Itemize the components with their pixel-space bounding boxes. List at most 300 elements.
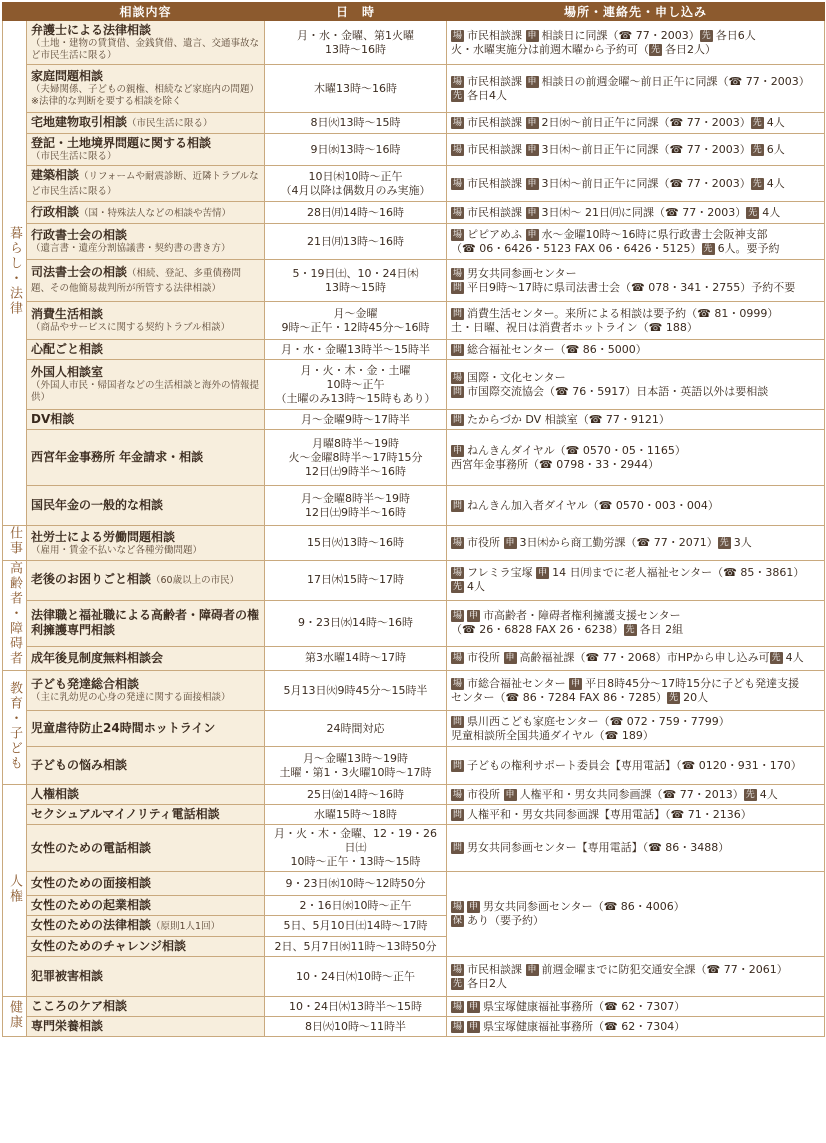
consultation-title: 犯罪被害相談 — [31, 969, 104, 983]
consultation-name — [27, 1017, 265, 1037]
badge-icon: 場 — [453, 372, 463, 383]
consultation-name — [27, 430, 265, 486]
datetime-line: 土曜・第1・3火曜10時〜17時 — [279, 765, 432, 779]
badge-icon: 先 — [752, 144, 762, 155]
table-row — [3, 711, 825, 747]
consultation-datetime — [265, 340, 447, 360]
place-text: 市役所 — [467, 536, 504, 549]
place-text: 男女共同参画センター（☎ 86・4006） — [483, 900, 685, 913]
badge-icon: 申 — [527, 144, 537, 155]
badge-icon: 先 — [745, 789, 755, 800]
consultation-name — [27, 486, 265, 526]
badge-icon: 場 — [453, 611, 463, 622]
datetime-line: 13時〜15時 — [325, 280, 386, 294]
table-row — [3, 957, 825, 997]
consultation-datetime — [265, 671, 447, 711]
datetime-line: 24時間対応 — [326, 721, 385, 735]
header-name: 相談内容 — [27, 3, 265, 21]
place-text: 各日 2組 — [639, 623, 684, 637]
place-text: 市高齢者・障碍者権利擁護支援センター — [483, 609, 681, 623]
consultation-place — [447, 202, 825, 224]
category-text: 高齢者・障碍者 — [7, 561, 22, 666]
consultation-place — [447, 600, 825, 646]
consultation-inline-note: （市民生活に限る） — [127, 118, 213, 129]
place-line — [451, 808, 820, 822]
badge-icon: 場 — [453, 964, 463, 975]
consultation-datetime — [265, 21, 447, 65]
consultation-datetime — [265, 747, 447, 785]
place-text: 県宝塚健康福祉事務所（☎ 62・7307） — [483, 999, 686, 1013]
consultation-name — [27, 302, 265, 340]
consultation-datetime — [265, 65, 447, 113]
datetime-line: 2・16日㈬10時〜正午 — [299, 898, 412, 912]
header-date: 日 時 — [265, 3, 447, 21]
consultation-place — [447, 430, 825, 486]
datetime-line: 月・水・金曜13時半〜15時半 — [281, 342, 430, 356]
consultation-name — [27, 561, 265, 601]
place-text: 人権平和・男女共同参画課（☎ 77・2013） — [519, 787, 744, 801]
consultation-title: 西宮年金事務所 年金請求・相談 — [31, 450, 204, 464]
consultation-title: 行政相談 — [31, 204, 80, 219]
consultation-place — [447, 526, 825, 561]
badge-icon: 先 — [669, 692, 679, 703]
badge-icon: 問 — [453, 386, 463, 397]
table-row — [3, 1017, 825, 1037]
place-text: 4人 — [759, 787, 778, 801]
consultation-title: 子どもの悩み相談 — [31, 758, 128, 772]
place-text: 各日4人 — [467, 88, 508, 102]
place-line — [451, 267, 820, 281]
place-text: 3日㈭〜前日正午に同課（☎ 77・2003） — [541, 176, 751, 190]
consultation-name — [27, 600, 265, 646]
place-line — [451, 177, 820, 191]
datetime-line: 月・火・木・金曜、12・19・26日㈯ — [274, 827, 437, 854]
table-row — [3, 134, 825, 166]
table-row — [3, 21, 825, 65]
datetime-line: 5日、5月10日㈯14時〜17時 — [283, 919, 428, 932]
badge-icon: 問 — [453, 282, 463, 293]
consultation-title: セクシュアルマイノリティ電話相談 — [31, 807, 220, 821]
consultation-note: （雇用・賃金不払いなど各種労働問題） — [31, 544, 203, 556]
place-text: 平日9時〜17時に県司法書士会（☎ 078・341・2755）予約不要 — [467, 280, 796, 294]
badge-icon: 申 — [469, 1001, 479, 1012]
badge-icon: 場 — [453, 118, 463, 128]
consultation-title: 児童虐待防止24時間ホットライン — [31, 721, 216, 735]
consultation-datetime — [265, 202, 447, 224]
datetime-line: 8日㈫13時〜15時 — [310, 116, 401, 129]
badge-icon: 場 — [453, 902, 463, 912]
badge-icon: 問 — [453, 500, 463, 511]
consultation-place — [447, 957, 825, 997]
consultation-title: 行政書士会の相談 — [31, 228, 128, 242]
place-line — [451, 143, 820, 157]
badge-icon: 申 — [527, 30, 537, 41]
place-text: 国際・文化センター — [467, 370, 566, 384]
place-text: センター（☎ 86・7284 FAX 86・7285） — [451, 690, 668, 704]
place-text: 消費生活センター。来所による相談は要予約（☎ 81・0999） — [467, 306, 779, 320]
place-line — [451, 715, 820, 729]
badge-icon: 申 — [571, 678, 581, 689]
category-text: 暮らし・法律 — [7, 226, 22, 316]
datetime-line: 13時〜16時 — [325, 42, 386, 56]
consultation-place — [447, 224, 825, 260]
datetime-line: 10時〜正午 — [326, 377, 385, 391]
place-line — [451, 89, 820, 103]
badge-icon: 先 — [719, 538, 729, 548]
consultation-name — [27, 113, 265, 134]
consultation-name — [27, 671, 265, 711]
datetime-line: 月〜金曜 — [333, 306, 378, 320]
consultation-datetime — [265, 166, 447, 202]
place-line — [451, 321, 820, 335]
consultation-name — [27, 360, 265, 410]
consultation-datetime — [265, 486, 447, 526]
place-text: 各日2人） — [665, 42, 717, 56]
badge-icon: 先 — [453, 582, 463, 593]
table-row — [3, 340, 825, 360]
place-text: 4人 — [467, 580, 486, 594]
consultation-name — [27, 224, 265, 260]
place-text: 児童相談所全国共通ダイヤル（☎ 189） — [451, 728, 654, 742]
header-cat — [3, 3, 27, 21]
datetime-line: 10日㈭10時〜正午 — [308, 169, 403, 183]
consultation-title: 成年後見制度無料相談会 — [31, 650, 164, 665]
consultation-name — [27, 785, 265, 805]
place-text: 市民相談課 — [467, 74, 526, 88]
consultation-title: 女性のための法律相談 — [31, 918, 152, 932]
place-text: 4人 — [766, 176, 785, 190]
datetime-line: 月・火・木・金・土曜 — [300, 363, 411, 377]
consultation-place — [447, 260, 825, 302]
place-text: 市民相談課 — [467, 142, 526, 156]
place-line — [451, 116, 820, 130]
badge-icon: 場 — [453, 1021, 463, 1032]
place-line — [451, 307, 820, 321]
datetime-line: 月〜金曜8時半〜19時 — [301, 491, 410, 505]
table-row — [3, 646, 825, 670]
consultation-name — [27, 260, 265, 302]
place-text: たからづか DV 相談室（☎ 77・9121） — [467, 412, 670, 426]
consultation-note: （商品やサービスに関する契約トラブル相談） — [31, 322, 231, 333]
datetime-line: 木曜13時〜16時 — [314, 81, 397, 95]
place-text: 4人 — [766, 116, 785, 129]
consultation-place — [447, 65, 825, 113]
consultation-note: （外国人市民・帰国者などの生活相談と海外の情報提供） — [31, 380, 260, 403]
datetime-line: 9・23日㈬10時〜12時50分 — [285, 876, 426, 890]
place-line — [451, 729, 820, 743]
consultation-note: （遺言書・遺産分割協議書・契約書の書き方） — [31, 243, 231, 254]
consultation-datetime — [265, 785, 447, 805]
table-row — [3, 872, 825, 896]
consultation-name — [27, 805, 265, 825]
table-row — [3, 561, 825, 601]
badge-icon: 場 — [453, 568, 463, 579]
category-label — [3, 671, 27, 785]
badge-icon: 申 — [505, 789, 515, 800]
consultation-name — [27, 340, 265, 360]
datetime-line: 月・水・金曜、第1火曜 — [297, 28, 414, 42]
place-text: 2日㈬〜前日正午に同課（☎ 77・2003） — [541, 116, 751, 129]
place-line — [451, 900, 820, 914]
consultation-name — [27, 825, 265, 872]
table-row — [3, 430, 825, 486]
datetime-line: 21日㈪13時〜16時 — [307, 234, 404, 248]
place-text: 男女共同参画センター — [467, 266, 577, 280]
place-text: 3日㈭〜前日正午に同課（☎ 77・2003） — [541, 142, 751, 156]
place-line — [451, 788, 820, 802]
badge-icon: 先 — [703, 243, 713, 254]
consultation-title: 外国人相談室 — [31, 365, 104, 379]
consultation-inline-note: （リフォームや耐震診断、近隣トラブルなど市民生活に限る） — [31, 171, 259, 197]
consultation-note: （夫婦関係、子どもの親権、相続など家庭内の問題）※法律的な判断を要する相談を除く — [31, 84, 260, 107]
place-text: 県川西こども家庭センター（☎ 072・759・7799） — [467, 714, 730, 728]
consultation-datetime — [265, 224, 447, 260]
place-text: 市総合福祉センター — [467, 676, 570, 690]
place-line — [451, 242, 820, 256]
badge-icon: 問 — [453, 308, 463, 319]
badge-icon: 申 — [527, 207, 537, 218]
place-line — [451, 75, 820, 89]
datetime-line: 10時〜正午・13時〜15時 — [290, 855, 421, 868]
place-text: 前週金曜までに防犯交通安全課（☎ 77・2061） — [541, 962, 788, 976]
datetime-line: 月〜金曜9時〜17時半 — [301, 412, 410, 426]
consultation-datetime — [265, 113, 447, 134]
header-place: 場所・連絡先・申し込み — [447, 3, 825, 21]
place-text: 6人 — [766, 142, 785, 156]
datetime-line: 17日㈭15時〜17時 — [307, 573, 404, 587]
consultation-place — [447, 134, 825, 166]
place-line — [451, 841, 820, 855]
place-text: 火・水曜実施分は前週木曜から予約可（ — [451, 42, 649, 56]
consultation-place — [447, 747, 825, 785]
consultation-datetime — [265, 957, 447, 997]
category-label — [3, 785, 27, 997]
table-row — [3, 65, 825, 113]
place-text: 高齢福祉課（☎ 77・2068）市HPから申し込み可 — [519, 651, 770, 665]
place-text: 市国際交流協会（☎ 76・5917）日本語・英語以外は要相談 — [467, 384, 769, 398]
badge-icon: 申 — [527, 118, 537, 128]
badge-icon: 先 — [453, 90, 463, 101]
consultation-place — [447, 561, 825, 601]
datetime-line: 9・23日㈬14時〜16時 — [298, 616, 413, 630]
consultation-title: 女性のためのチャレンジ相談 — [31, 939, 187, 953]
badge-icon: 先 — [752, 178, 762, 189]
category-label — [3, 526, 27, 561]
place-text: 水〜金曜10時〜16時に県行政書士会阪神支部 — [541, 227, 768, 241]
badge-icon: 申 — [469, 611, 479, 622]
place-text: 相談日に同課（☎ 77・2003） — [541, 28, 700, 42]
place-text: （☎ 06・6426・5123 FAX 06・6426・5125） — [451, 241, 702, 255]
datetime-line: 月〜金曜13時〜19時 — [303, 751, 408, 765]
consultation-title: 女性のための起業相談 — [31, 898, 152, 912]
badge-icon: 申 — [505, 538, 515, 548]
datetime-line: 9時〜正午・12時45分〜16時 — [281, 320, 430, 334]
consultation-inline-note: （60歳以上の市民） — [151, 575, 240, 587]
datetime-line: 10・24日㈭10時〜正午 — [296, 969, 415, 983]
badge-icon: 申 — [527, 178, 537, 189]
place-text: 市民相談課 — [467, 28, 526, 42]
place-text: 4人 — [785, 651, 804, 665]
badge-icon: 申 — [527, 229, 537, 240]
place-text: ピピアめふ — [467, 227, 526, 241]
badge-icon: 場 — [453, 1001, 463, 1012]
place-line — [451, 566, 820, 594]
consultation-place — [447, 671, 825, 711]
consultation-inline-note: （相続、登記、多重債務問題、その他簡易裁判所が所管する法律相談） — [31, 268, 242, 294]
place-text: 各日2人 — [467, 976, 508, 990]
consultation-title: DV相談 — [31, 412, 75, 426]
consultation-title: 国民年金の一般的な相談 — [31, 498, 164, 512]
consultation-title: 老後のお困りごと相談 — [31, 572, 152, 587]
consultation-title: 女性のための電話相談 — [31, 840, 152, 855]
consultation-datetime — [265, 600, 447, 646]
place-text: 西宮年金事務所（☎ 0798・33・2944） — [451, 457, 660, 471]
place-text: 各日6人 — [715, 28, 756, 42]
place-line — [451, 536, 820, 550]
datetime-line: 12日㈯9時半〜16時 — [305, 464, 406, 478]
place-text: 6人。要予約 — [717, 241, 780, 255]
datetime-line: 8日㈫10時〜11時半 — [305, 1019, 406, 1033]
consultation-place — [447, 1017, 825, 1037]
place-text: 県宝塚健康福祉事務所（☎ 62・7304） — [483, 1019, 686, 1033]
badge-icon: 場 — [453, 229, 463, 240]
place-text: 市民相談課 — [467, 962, 526, 976]
consultation-place — [447, 646, 825, 670]
consultation-name — [27, 65, 265, 113]
category-text: 健康 — [7, 999, 22, 1030]
table-header — [3, 3, 825, 21]
consultation-inline-note: （原則1人1回） — [151, 921, 221, 932]
table-row — [3, 224, 825, 260]
place-text: 平日8時45分〜17時15分に子ども発達支援 — [585, 676, 800, 690]
badge-icon: 場 — [453, 653, 463, 664]
place-text: 14 日㈪までに老人福祉センター（☎ 85・3861） — [552, 566, 805, 580]
badge-icon: 場 — [453, 538, 463, 548]
consultation-title: 登記・土地境界問題に関する相談 — [31, 136, 212, 150]
place-text: 子どもの権利サポート委員会【専用電話】（☎ 0120・931・170） — [467, 758, 802, 772]
datetime-line: 15日㈫13時〜16時 — [307, 536, 404, 549]
consultation-place — [447, 785, 825, 805]
badge-icon: 問 — [453, 344, 463, 355]
consultation-datetime — [265, 360, 447, 410]
consultation-name — [27, 646, 265, 670]
badge-icon: 先 — [651, 44, 661, 55]
consultation-name — [27, 166, 265, 202]
place-line — [451, 458, 820, 472]
badge-icon: 先 — [625, 625, 635, 636]
badge-icon: 場 — [453, 789, 463, 800]
consultation-datetime — [265, 916, 447, 937]
datetime-line: 12日㈯9時半〜16時 — [305, 505, 406, 519]
consultation-note: （土地・建物の賃貸借、金銭貸借、遺言、交通事故など市民生活に限る） — [31, 38, 260, 61]
place-line — [451, 206, 820, 220]
datetime-line: （土曜のみ13時〜15時もあり） — [275, 391, 436, 405]
consultation-datetime — [265, 896, 447, 916]
consultation-place — [447, 711, 825, 747]
consultation-place — [447, 340, 825, 360]
place-line — [451, 623, 820, 637]
consultation-title: 女性のための面接相談 — [31, 876, 152, 890]
table-row — [3, 747, 825, 785]
place-text: 3日㈭から商工勤労課（☎ 77・2071） — [519, 536, 718, 549]
badge-icon: 申 — [505, 653, 515, 664]
badge-icon: 先 — [771, 653, 781, 664]
place-line — [451, 343, 820, 357]
consultation-title: 宅地建物取引相談 — [31, 115, 128, 129]
place-text: 市民相談課 — [467, 176, 526, 190]
badge-icon: 問 — [453, 716, 463, 727]
table-body — [3, 21, 825, 1037]
place-line — [451, 651, 820, 665]
category-label — [3, 997, 27, 1037]
table-row — [3, 486, 825, 526]
badge-icon: 先 — [752, 118, 762, 128]
consultation-inline-note: （国・特殊法人などの相談や苦情） — [79, 207, 232, 219]
datetime-line: 28日㈪14時〜16時 — [307, 205, 404, 219]
badge-icon: 申 — [527, 76, 537, 87]
table-row — [3, 113, 825, 134]
consultation-place — [447, 21, 825, 65]
table-row — [3, 260, 825, 302]
place-text: 相談日の前週金曜〜前日正午に同課（☎ 77・2003） — [541, 74, 810, 88]
consultation-place — [447, 360, 825, 410]
place-line — [451, 914, 820, 928]
consultation-datetime — [265, 825, 447, 872]
datetime-line: 5・19日㈯、10・24日㈭ — [292, 266, 419, 280]
badge-icon: 場 — [453, 178, 463, 189]
consultation-datetime — [265, 430, 447, 486]
table-row — [3, 360, 825, 410]
consultation-place — [447, 872, 825, 957]
place-line — [451, 963, 820, 977]
consultation-name — [27, 997, 265, 1017]
badge-icon: 場 — [453, 30, 463, 41]
category-text: 人権 — [7, 873, 22, 904]
consultation-name — [27, 202, 265, 224]
table-row — [3, 825, 825, 872]
consultation-name — [27, 872, 265, 896]
consultation-place — [447, 302, 825, 340]
place-line — [451, 759, 820, 773]
place-text: あり（要予約） — [467, 914, 545, 927]
consultation-place — [447, 825, 825, 872]
datetime-line: 25日㈮14時〜16時 — [307, 787, 404, 801]
badge-icon: 申 — [469, 902, 479, 912]
consultation-title: 法律職と福祉職による高齢者・障碍者の権利擁護専門相談 — [31, 608, 260, 638]
datetime-line: 火〜金曜8時半〜17時15分 — [288, 450, 423, 464]
consultation-title: 家庭問題相談 — [31, 69, 104, 83]
place-line — [451, 29, 820, 43]
consultation-name — [27, 937, 265, 957]
datetime-line: 2日、5月7日㈬11時〜13時50分 — [274, 939, 437, 953]
place-text: 3日㈭〜 21日㈪に同課（☎ 77・2003） — [541, 205, 747, 219]
place-line — [451, 977, 820, 991]
category-text: 教育・子ども — [7, 680, 22, 771]
consultation-name — [27, 711, 265, 747]
consultation-datetime — [265, 805, 447, 825]
table-row — [3, 671, 825, 711]
badge-icon: 問 — [453, 760, 463, 771]
consultation-datetime — [265, 302, 447, 340]
table-row — [3, 410, 825, 430]
table-row — [3, 202, 825, 224]
consultation-title: 消費生活相談 — [31, 307, 104, 321]
badge-icon: 先 — [701, 30, 711, 41]
consultation-datetime — [265, 134, 447, 166]
datetime-line: 10・24日㈭13時半〜15時 — [289, 999, 422, 1013]
place-text: 人権平和・男女共同参画課【専用電話】（☎ 71・2136） — [467, 807, 752, 821]
place-text: ねんきんダイヤル（☎ 0570・05・1165） — [467, 443, 686, 457]
